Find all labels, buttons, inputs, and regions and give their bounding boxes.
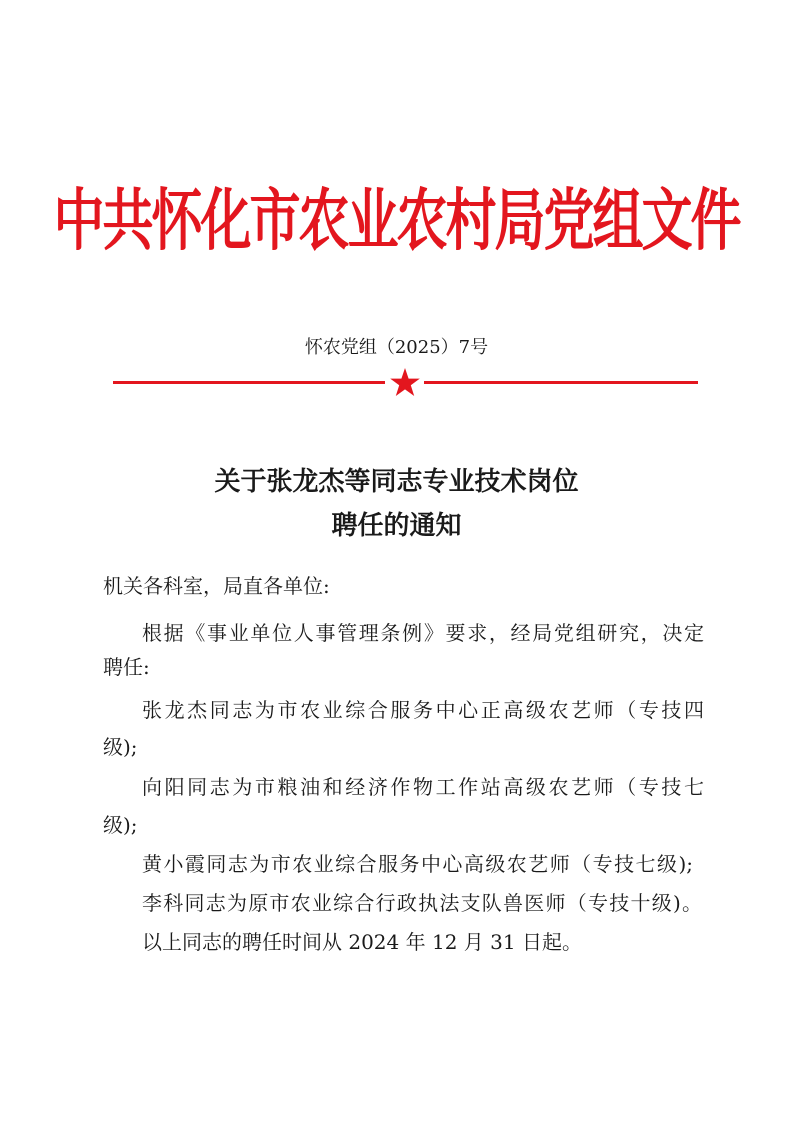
basis-paragraph-line-1: 根据《事业单位人事管理条例》要求，经局党组研究，决定 <box>142 621 704 645</box>
appointment-item-1-line-1: 张龙杰同志为市农业综合服务中心正高级农艺师（专技四 <box>142 698 704 722</box>
appointment-item-2-line-1: 向阳同志为市粮油和经济作物工作站高级农艺师（专技七 <box>142 775 704 799</box>
appointment-item-3: 黄小霞同志为市农业综合服务中心高级农艺师（专技七级); <box>142 852 693 876</box>
effective-date-line: 以上同志的聘任时间从 2024 年 12 月 31 日起。 <box>142 930 582 954</box>
appointment-item-2-line-2: 级); <box>103 813 138 837</box>
recipient-line: 机关各科室，局直各单位: <box>103 574 330 598</box>
notice-title-line-1: 关于张龙杰等同志专业技术岗位 <box>214 467 579 497</box>
red-divider-right <box>424 381 698 384</box>
document-number: 怀农党组（2025）7号 <box>304 337 489 358</box>
star-icon <box>389 367 421 399</box>
basis-paragraph-line-2: 聘任: <box>103 655 150 679</box>
red-divider-left <box>113 381 385 384</box>
appointment-item-1-line-2: 级); <box>103 735 138 759</box>
notice-title-line-2: 聘任的通知 <box>331 511 462 541</box>
appointment-item-4: 李科同志为原市农业综合行政执法支队兽医师（专技十级)。 <box>142 891 702 915</box>
masthead-title: 中共怀化市农业农村局党组文件 <box>53 182 740 261</box>
